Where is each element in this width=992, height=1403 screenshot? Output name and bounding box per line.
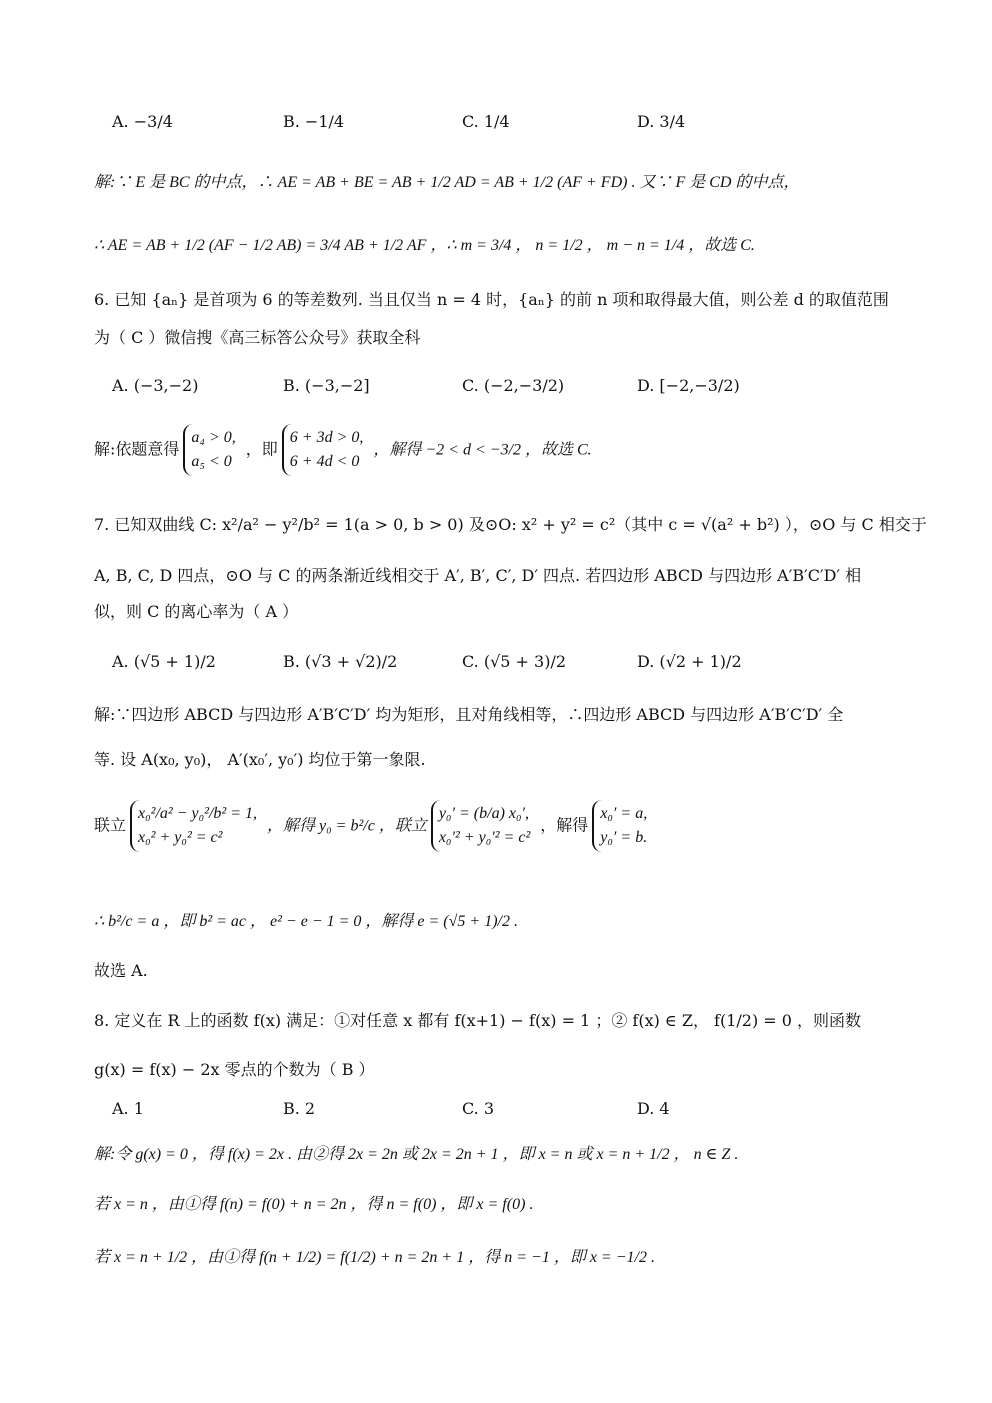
- q8-option-c: C. 3: [462, 1099, 495, 1118]
- q8-option-a: A. 1: [112, 1099, 144, 1118]
- q6-sol-system-1: a₄ > 0, a₅ < 0: [183, 424, 241, 476]
- q5-option-b: B. −1/4: [283, 112, 345, 131]
- q7-solution-line-3: [94, 800, 922, 852]
- q6-sol-mid: ，即: [245, 439, 278, 459]
- q7-option-a: A. (√5 + 1)/2: [112, 652, 216, 671]
- q6-sol-system-2: 6 + 3d > 0, 6 + 4d < 0: [282, 424, 370, 476]
- q7-solution-line-2: 等. 设 A(x₀, y₀)， A′(x₀′, y₀′) 均位于第一象限.: [94, 750, 426, 769]
- q7-sol-joint-3: ，解得: [540, 815, 589, 835]
- q8-stem-line-1: 8. 定义在 R 上的函数 f(x) 满足：①对任意 x 都有 f(x+1) − f(x) = 1 ；② f(x) ∈ Z， f(1/2) = 0 ，则函数: [94, 1011, 862, 1030]
- q7-sol-system-1: x₀²/a² − y₀²/b² = 1, x₀² + y₀² = c²: [130, 800, 263, 852]
- q6-option-c: C. (−2,−3/2): [462, 376, 565, 395]
- q7-solution-line-5: 故选 A.: [94, 961, 148, 980]
- q6-option-a: A. (−3,−2): [112, 376, 199, 395]
- q7-stem-line-2: A, B, C, D 四点，⊙O 与 C 的两条渐近线相交于 A′, B′, C′, D′ 四点. 若四边形 ABCD 与四边形 A′B′C′D′ 相: [94, 566, 862, 585]
- q8-option-d: D. 4: [637, 1099, 670, 1118]
- q6-sol-suffix: ，解得 −2 < d < −3/2 ，故选 C.: [373, 441, 592, 459]
- q8-solution-line-2: 若 x = n ，由①得 f(n) = f(0) + n = 2n ，得 n = f(0) ，即 x = f(0) .: [94, 1196, 534, 1213]
- q7-option-b: B. (√3 + √2)/2: [283, 652, 398, 671]
- q6-sol-prefix: 解:依题意得: [94, 439, 180, 459]
- q7-sol-joint-1: 联立: [94, 815, 127, 835]
- q5-option-a: A. −3/4: [112, 112, 173, 131]
- q8-solution-line-1: 解:令 g(x) = 0 ，得 f(x) = 2x . 由②得 2x = 2n 或 2x = 2n + 1 ，即 x = n 或 x = n + 1/2 ， n ∈ Z .: [94, 1146, 739, 1163]
- q8-solution-line-3: 若 x = n + 1/2 ，由①得 f(n + 1/2) = f(1/2) + n = 2n + 1 ，得 n = −1 ，即 x = −1/2 .: [94, 1249, 655, 1266]
- q7-stem-line-1: 7. 已知双曲线 C: x²/a² − y²/b² = 1(a > 0, b > 0) 及⊙O: x² + y² = c²（其中 c = √(a² + b²) ），⊙O 与 C 相交于: [94, 515, 927, 534]
- q7-sol-system-2: y₀′ = (b/a) x₀′, x₀′² + y₀′² = c²: [431, 800, 536, 852]
- q7-option-d: D. (√2 + 1)/2: [637, 652, 742, 671]
- q6-stem-line-1: 6. 已知 {aₙ} 是首项为 6 的等差数列. 当且仅当 n = 4 时，{aₙ} 的前 n 项和取得最大值，则公差 d 的取值范围: [94, 290, 889, 309]
- q5-solution-line-2: ∴ AE = AB + 1/2 (AF − 1/2 AB) = 3/4 AB + 1/2 AF ，∴ m = 3/4 ， n = 1/2 ， m − n = 1/4 ，故选 C.: [94, 237, 755, 254]
- q7-sol-joint-2: ，解得 y₀ = b²/c ，联立: [267, 817, 427, 835]
- q6-option-b: B. (−3,−2]: [283, 376, 370, 395]
- q7-stem-line-3: 似，则 C 的离心率为（ A ）: [94, 602, 299, 621]
- q5-option-d: D. 3/4: [637, 112, 686, 131]
- q8-stem-line-2: g(x) = f(x) − 2x 零点的个数为（ B ）: [94, 1060, 375, 1079]
- q7-option-c: C. (√5 + 3)/2: [462, 652, 567, 671]
- q7-sol-system-3: x₀′ = a, y₀′ = b.: [592, 800, 653, 852]
- q6-option-d: D. [−2,−3/2): [637, 376, 740, 395]
- q7-solution-line-1: 解:∵四边形 ABCD 与四边形 A′B′C′D′ 均为矩形，且对角线相等，∴四边形 ABCD 与四边形 A′B′C′D′ 全: [94, 705, 844, 724]
- q5-solution-line-1: 解:∵ E 是 BC 的中点，∴ AE = AB + BE = AB + 1/2 AD = AB + 1/2 (AF + FD) . 又∵ F 是 CD 的中点，: [94, 174, 800, 191]
- q6-solution: [94, 424, 922, 476]
- q6-stem-line-2: 为（ C ）微信搜《高三标答公众号》获取全科: [94, 328, 421, 347]
- q7-solution-line-4: ∴ b²/c = a ，即 b² = ac ， e² − e − 1 = 0 ，解得 e = (√5 + 1)/2 .: [94, 913, 518, 930]
- q8-option-b: B. 2: [283, 1099, 316, 1118]
- q5-option-c: C. 1/4: [462, 112, 510, 131]
